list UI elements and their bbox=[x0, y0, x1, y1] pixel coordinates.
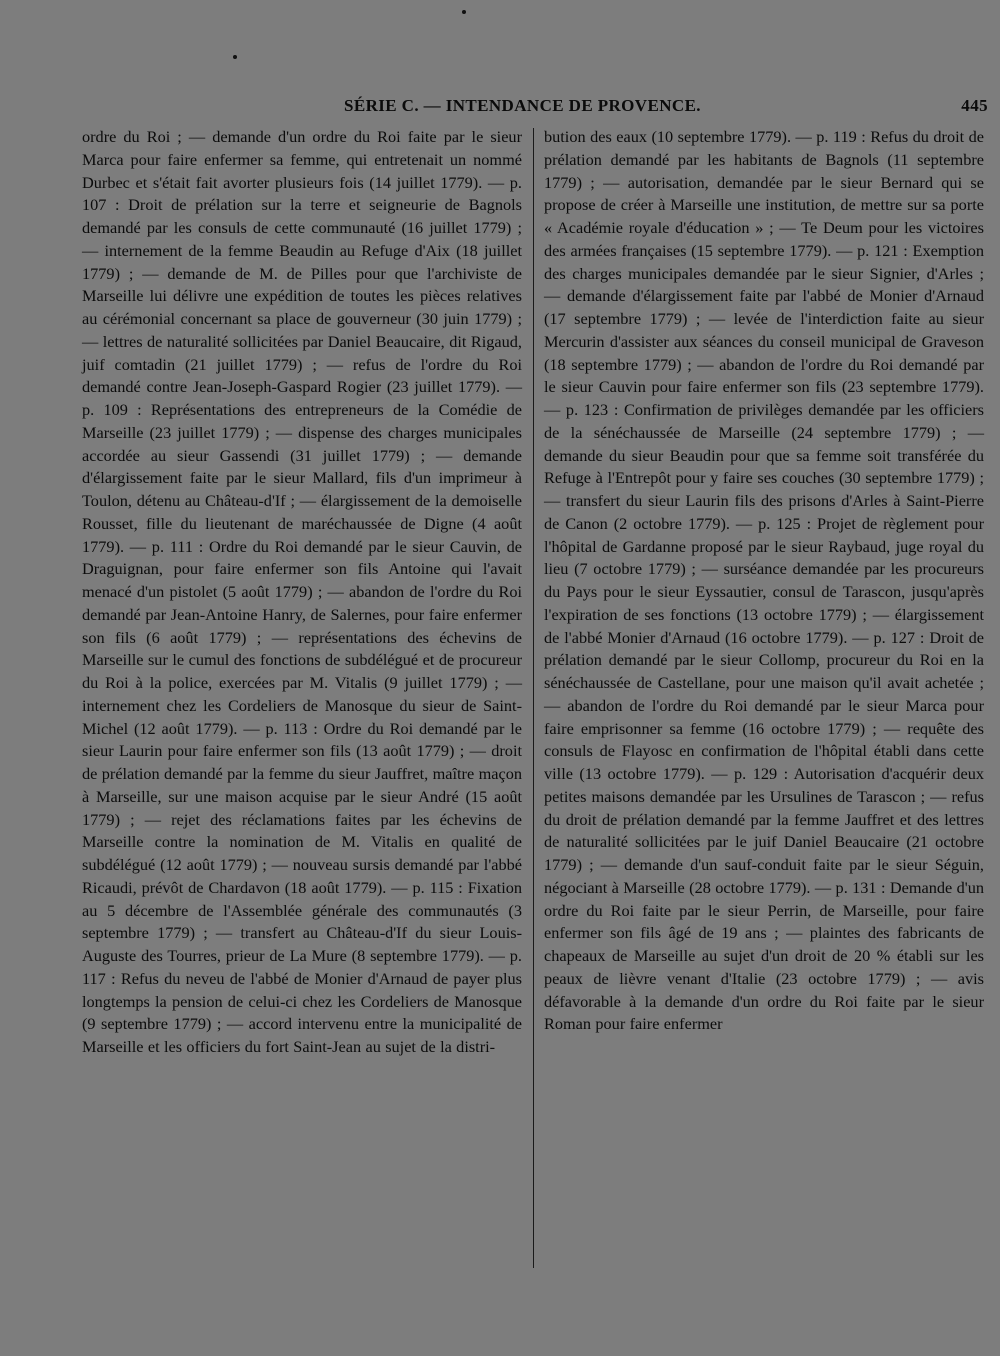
ink-speck bbox=[233, 55, 237, 59]
page-number: 445 bbox=[961, 96, 988, 115]
running-title: SÉRIE C. — INTENDANCE DE PROVENCE. bbox=[344, 96, 701, 115]
right-column bbox=[544, 126, 984, 1276]
left-column-text: ordre du Roi ; — demande d'un ordre du Roi faite par le sieur Marca pour faire enfermer sa femme, qui entretenait un nommé Durbec et s'était fait avorter plusieurs fois (14 juillet 1779). — p. 107 : Droit de prélation sur la terre et seigneurie de Bagnols demandé par les consuls de cette communauté (16 juillet 1779) ; — internement de la femme Beaudin au Refuge d'Aix (18 juillet 1779) ; — demande de M. de Pilles pour que l'archiviste de Marseille lui délivre une expédition de toutes les pièces relatives au cérémonial concernant sa place de gouverneur (30 juin 1779) ; — lettres de naturalité sollicitées par Daniel Beaucaire, dit Rigaud, juif comtadin (21 juillet 1779) ; — refus de l'ordre du Roi demandé contre Jean-Joseph-Gaspard Rogier (23 juillet 1779). — p. 109 : Représentations des entrepreneurs de la Comédie de Marseille (23 juillet 1779) ; — dispense des charges municipales accordée au sieur Gassendi (31 juillet 1779) ; — demande d'élargissement faite par le sieur Mallard, fils d'un imprimeur à Toulon, détenu au Château-d'If ; — élargissement de la demoiselle Rousset, fille du lieutenant de maréchaussée de Digne (4 août 1779). — p. 111 : Ordre du Roi demandé par le sieur Cauvin, de Draguignan, pour faire enfermer son fils Antoine qui l'avait menacé d'un pistolet (5 août 1779) ; — abandon de l'ordre du Roi demandé par Jean-Antoine Hanry, de Salernes, pour faire enfermer son fils (6 août 1779) ; — représentations des échevins de Marseille sur le cumul des fonctions de subdélégué et de procureur du Roi à la police, exercées par M. Vitalis (9 juillet 1779) ; — internement chez les Cordeliers de Manosque du sieur de Saint-Michel (12 août 1779). — p. 113 : Ordre du Roi demandé par le sieur Laurin pour faire enfermer son fils (13 août 1779) ; — droit de prélation demandé par la femme du sieur Jauffret, maître maçon à Marseille, sur une maison acquise par le sieur André (15 août 1779) ; — rejet des réclamations faites par les échevins de Marseille contre la nomination de M. Vitalis en qualité de subdélégué (12 août 1779) ; — nouveau sursis demandé par l'abbé Ricaudi, prévôt de Chardavon (18 août 1779). — p. 115 : Fixation au 5 décembre de l'Assemblée générale des communautés (3 septembre 1779) ; — transfert au Château-d'If du sieur Louis-Auguste des Tourres, prieur de La Mure (8 septembre 1779). — p. 117 : Refus du neveu de l'abbé de Monier d'Arnaud de payer plus longtemps la pension de celui-ci chez les Cordeliers de Manosque (9 septembre 1779) ; — accord intervenu entre la municipalité de Marseille et les officiers du fort Saint-Jean au sujet de la distri- bbox=[82, 127, 522, 1056]
page-header bbox=[82, 96, 988, 122]
left-column bbox=[82, 126, 522, 1276]
right-column-text: bution des eaux (10 septembre 1779). — p. 119 : Refus du droit de prélation demandé par les habitants de Bagnols (11 septembre 1779) ; — autorisation, demandée par le sieur Bernard qui se propose de créer à Marseille une institution, de mettre sur sa porte « Académie royale d'éducation » ; — Te Deum pour les victoires des armées françaises (15 septembre 1779). — p. 121 : Exemption des charges municipales demandée par le sieur Signier, d'Arles ; — demande d'élargissement faite par l'abbé de Monier d'Arnaud (17 septembre 1779) ; — levée de l'interdiction faite au sieur Mercurin d'assister aux séances du conseil municipal de Graveson (18 septembre 1779) ; — abandon de l'ordre du Roi demandé par le sieur Cauvin pour faire enfermer son fils (23 septembre 1779). — p. 123 : Confirmation de privilèges demandée par les officiers de la sénéchaussée de Marseille (24 septembre 1779) ; — demande du sieur Beaudin pour que sa femme soit transférée du Refuge à l'Entrepôt pour y faire ses couches (30 septembre 1779) ; — transfert du sieur Laurin fils des prisons d'Arles à Saint-Pierre de Canon (2 octobre 1779). — p. 125 : Projet de règlement pour l'hôpital de Gardanne proposé par le sieur Raybaud, juge royal du lieu (7 octobre 1779) ; — surséance demandée par les procureurs du Pays pour le sieur Eyssautier, consul de Tarascon, jusqu'après l'expiration de ses fonctions (13 octobre 1779) ; — élargissement de l'abbé Monier d'Arnaud (16 octobre 1779). — p. 127 : Droit de prélation demandé par le sieur Collomp, procureur du Roi en la sénéchaussée de Castellane, pour une maison qu'il avait achetée ; — abandon de l'ordre du Roi demandé par le sieur Marca pour faire emprisonner sa femme (16 octobre 1779) ; — requête des consuls de Flayosc en confirmation de l'hôpital établi dans cette ville (13 octobre 1779). — p. 129 : Autorisation d'acquérir deux petites maisons demandée par les Ursulines de Tarascon ; — refus du droit de prélation demandé par la femme Jauffret et des lettres de naturalité sollicitées par le juif Daniel Beaucaire (21 octobre 1779) ; — demande d'un sauf-conduit faite par le sieur Séguin, négociant à Marseille (28 octobre 1779). — p. 131 : Demande d'un ordre du Roi faite par le sieur Perrin, de Marseille, pour faire enfermer son fils âgé de 19 ans ; — plaintes des fabricants de chapeaux de Marseille au sujet d'un droit de 20 % établi sur les peaux de lièvre venant d'Italie (23 octobre 1779) ; — avis défavorable à la demande d'un ordre du Roi faite par le sieur Roman pour faire enfermer bbox=[544, 127, 984, 1034]
ink-speck bbox=[462, 10, 466, 14]
column-divider bbox=[533, 128, 534, 1268]
